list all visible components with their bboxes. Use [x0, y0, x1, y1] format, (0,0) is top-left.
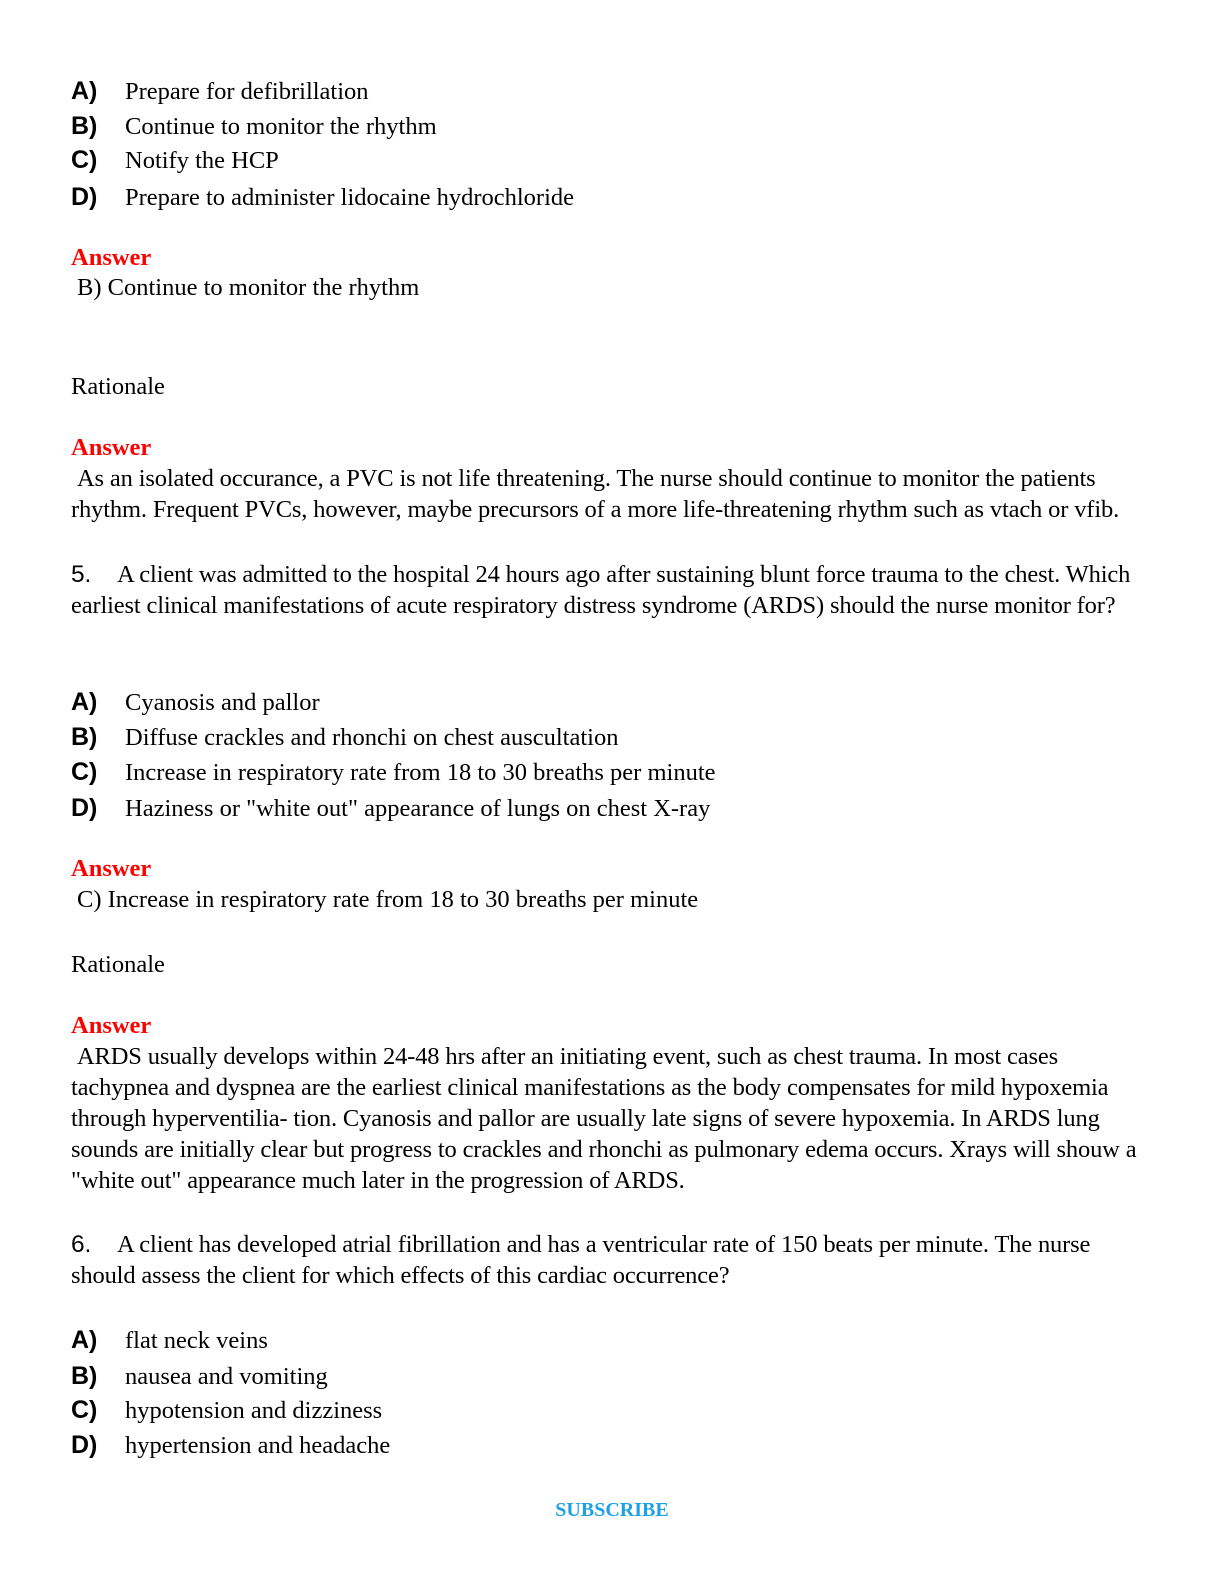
option-text: Notify the HCP	[125, 147, 279, 174]
q4-answer-label: Answer	[71, 244, 152, 271]
option-letter: B)	[71, 723, 98, 751]
q4-rationale-label: Rationale	[71, 373, 165, 400]
q6-question	[71, 1229, 1146, 1291]
q4-option-a[interactable]	[71, 74, 369, 108]
option-letter: C)	[71, 146, 98, 174]
option-text: Prepare to administer lidocaine hydrochloride	[125, 184, 575, 211]
q5-answer-text: C) Increase in respiratory rate from 18 to 30 breaths per minute	[77, 886, 699, 913]
option-letter: D)	[71, 1431, 98, 1459]
option-letter: D)	[71, 183, 98, 211]
q4-rationale-answer-label: Answer	[71, 434, 152, 461]
option-text: Continue to monitor the rhythm	[125, 113, 437, 140]
q6-option-d[interactable]	[71, 1428, 390, 1462]
q4-option-d[interactable]	[71, 180, 574, 214]
q5-number: 5.	[71, 561, 92, 588]
q5-rationale-label: Rationale	[71, 951, 165, 978]
q5-option-a[interactable]	[71, 685, 320, 719]
option-text: Diffuse crackles and rhonchi on chest auscultation	[125, 724, 619, 751]
q6-option-a[interactable]	[71, 1323, 268, 1357]
q4-answer-text: B) Continue to monitor the rhythm	[77, 274, 420, 301]
option-letter: A)	[71, 77, 98, 105]
option-text: hypotension and dizziness	[125, 1397, 383, 1424]
q6-option-b[interactable]	[71, 1359, 328, 1393]
q4-option-c[interactable]	[71, 143, 279, 177]
q5-option-b[interactable]	[71, 720, 618, 754]
option-letter: A)	[71, 1326, 98, 1354]
option-text: Prepare for defibrillation	[125, 78, 369, 105]
q5-answer-label: Answer	[71, 855, 152, 882]
q4-option-b[interactable]	[71, 109, 437, 143]
option-letter: A)	[71, 688, 98, 716]
q6-option-c[interactable]	[71, 1393, 382, 1427]
option-text: nausea and vomiting	[125, 1363, 328, 1390]
q5-option-d[interactable]	[71, 791, 710, 825]
q6-question-text: A client has developed atrial fibrillation and has a ventricular rate of 150 beats per minute. The nurse should assess the client for which effects of this cardiac occurrence?	[71, 1231, 1091, 1289]
option-text: hypertension and headache	[125, 1432, 391, 1459]
subscribe-link[interactable]: SUBSCRIBE	[555, 1499, 669, 1521]
q5-option-c[interactable]	[71, 755, 716, 789]
q6-number: 6.	[71, 1231, 92, 1258]
q5-rationale-answer-label: Answer	[71, 1012, 152, 1039]
option-text: Cyanosis and pallor	[125, 689, 320, 716]
q5-question	[71, 559, 1146, 621]
option-letter: C)	[71, 1396, 98, 1424]
option-text: Haziness or "white out" appearance of lungs on chest X-ray	[125, 795, 711, 822]
option-letter: C)	[71, 758, 98, 786]
option-letter: D)	[71, 794, 98, 822]
option-letter: B)	[71, 112, 98, 140]
option-letter: B)	[71, 1362, 98, 1390]
q5-question-text: A client was admitted to the hospital 24 hours ago after sustaining blunt force trauma to the chest. Which earliest clinical manifestations of acute respiratory distress syndrome (ARDS) should the nurse monitor for?	[71, 561, 1131, 619]
q5-rationale-text: ARDS usually develops within 24-48 hrs after an initiating event, such as chest trauma. In most cases tachypnea and dyspnea are the earliest clinical manifestations as the body compensates for mild hypoxemia through hyperventilia- tion. Cyanosis and pallor are usually late signs of severe hypoxemia. In ARDS lung sounds are initially clear but progress to crackles and rhonchi as pulmonary edema occurs. Xrays will shouw a "white out" appearance much later in the progression of ARDS.	[71, 1043, 1137, 1194]
option-text: flat neck veins	[125, 1327, 268, 1354]
option-text: Increase in respiratory rate from 18 to 30 breaths per minute	[125, 759, 716, 786]
q4-rationale-text: As an isolated occurance, a PVC is not life threatening. The nurse should continue to monitor the patients rhythm. Frequent PVCs, however, maybe precursors of a more life-threatening rhythm such as vtach or vfib.	[71, 465, 1120, 523]
